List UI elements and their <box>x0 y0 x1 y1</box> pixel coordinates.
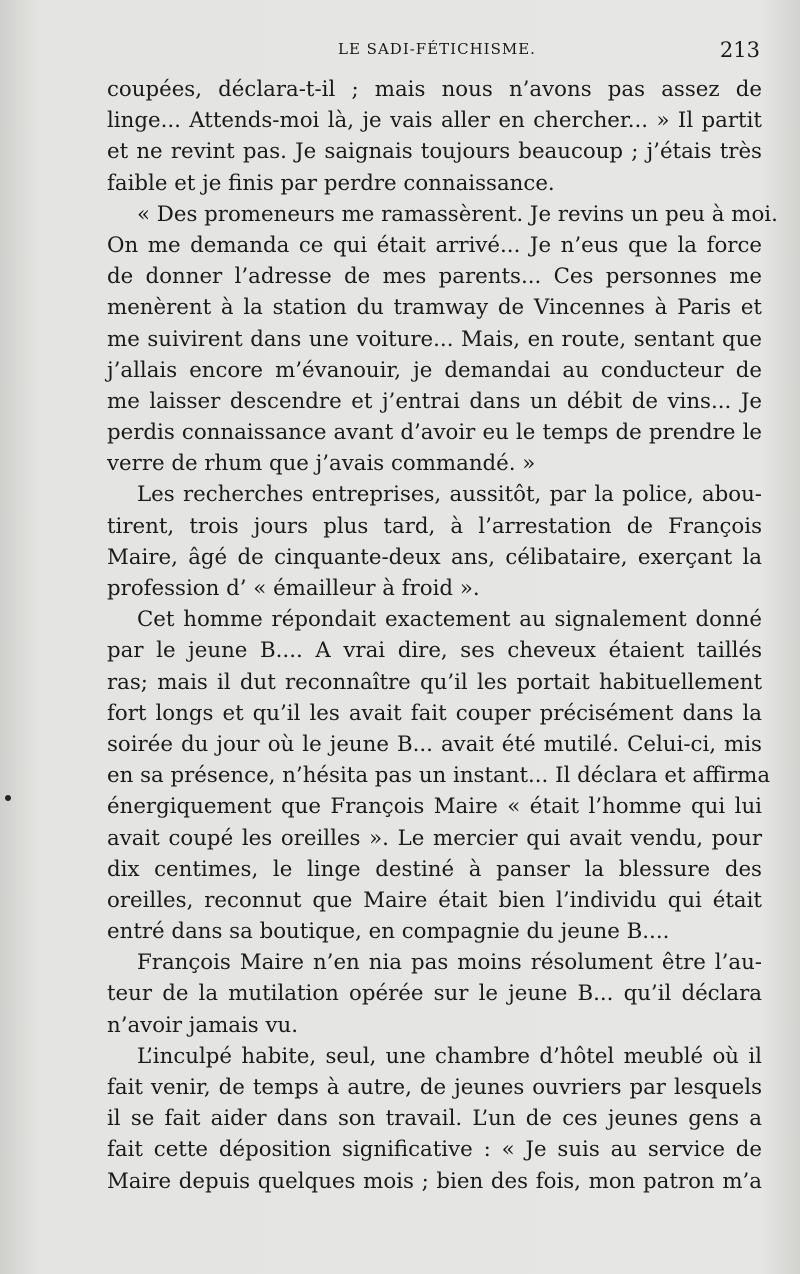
text-line: tirent, trois jours plus tard, à l’arrestation de François <box>107 513 762 539</box>
text-line: profession d’ « émailleur à froid ». <box>107 576 480 601</box>
text-line: Maire, âgé de cinquante-deux ans, célibataire, exerçant la <box>107 544 762 570</box>
text-line: Maire depuis quelques mois ; bien des fois, mon patron m’a <box>107 1168 762 1194</box>
text-line: me laisser descendre et j’entrai dans un débit de vins... Je <box>107 388 762 414</box>
text-line: teur de la mutilation opérée sur le jeune B... qu’il déclara <box>107 981 762 1007</box>
text-line: me suivirent dans une voiture... Mais, en route, sentant que <box>107 326 762 352</box>
text-line: ras; mais il dut reconnaître qu’il les portait habituellement <box>107 669 762 695</box>
text-line: verre de rhum que j’avais commandé. » <box>107 451 536 477</box>
text-line: énergiquement que François Maire « était l’homme qui lui <box>107 794 762 820</box>
text-line: perdis connaissance avant d’avoir eu le temps de prendre le <box>107 420 762 446</box>
page-header <box>330 38 770 68</box>
text-line: linge... Attends-moi là, je vais aller en chercher... » Il partit <box>107 108 762 134</box>
text-line: coupées, déclara-t-il ; mais nous n’avons pas assez de <box>107 77 762 102</box>
body-text <box>107 74 778 1197</box>
text-line: et ne revint pas. Je saignais toujours beaucoup ; j’étais très <box>107 139 762 165</box>
text-line: oreilles, reconnut que Maire était bien l’individu qui était <box>107 887 762 913</box>
margin-mark <box>5 795 11 801</box>
page-number: 213 <box>719 38 760 62</box>
text-line: dix centimes, le linge destiné à panser la blessure des <box>107 856 762 882</box>
text-line: j’allais encore m’évanouir, je demandai au conducteur de <box>107 357 762 383</box>
text-line: en sa présence, n’hésita pas un instant... Il déclara et affirma <box>107 763 771 789</box>
text-line: il se fait aider dans son travail. L’un de ces jeunes gens a <box>107 1106 762 1132</box>
running-title: LE SADI-FÉTICHISME. <box>338 40 536 58</box>
text-line: faible et je finis par perdre connaissance. <box>107 170 555 196</box>
text-line: François Maire n’en nia pas moins résolument être l’au- <box>137 950 762 976</box>
text-line: menèrent à la station du tramway de Vincennes à Paris et <box>107 295 762 321</box>
text-line: Les recherches entreprises, aussitôt, par la police, abou- <box>137 482 762 508</box>
text-line: fait cette déposition significative : « Je suis au service de <box>107 1137 762 1163</box>
text-line: L’inculpé habite, seul, une chambre d’hôtel meublé où il <box>137 1043 762 1069</box>
text-line: fort longs et qu’il les avait fait couper précisément dans la <box>107 700 762 726</box>
text-line: de donner l’adresse de mes parents... Ces personnes me <box>107 264 762 290</box>
text-line: soirée du jour où le jeune B... avait été mutilé. Celui-ci, mis <box>107 731 762 757</box>
text-line: n’avoir jamais vu. <box>107 1012 299 1038</box>
text-line: avait coupé les oreilles ». Le mercier qui avait vendu, pour <box>107 825 762 851</box>
text-line: fait venir, de temps à autre, de jeunes ouvriers par lesquels <box>107 1075 762 1100</box>
text-line: par le jeune B.... A vrai dire, ses cheveux étaient taillés <box>107 638 762 664</box>
text-line: Cet homme répondait exactement au signalement donné <box>137 607 762 633</box>
text-line: On me demanda ce qui était arrivé... Je n’eus que la force <box>107 232 762 258</box>
text-line: entré dans sa boutique, en compagnie du jeune B.... <box>107 919 670 945</box>
text-line: « Des promeneurs me ramassèrent. Je revins un peu à moi. <box>137 201 778 227</box>
